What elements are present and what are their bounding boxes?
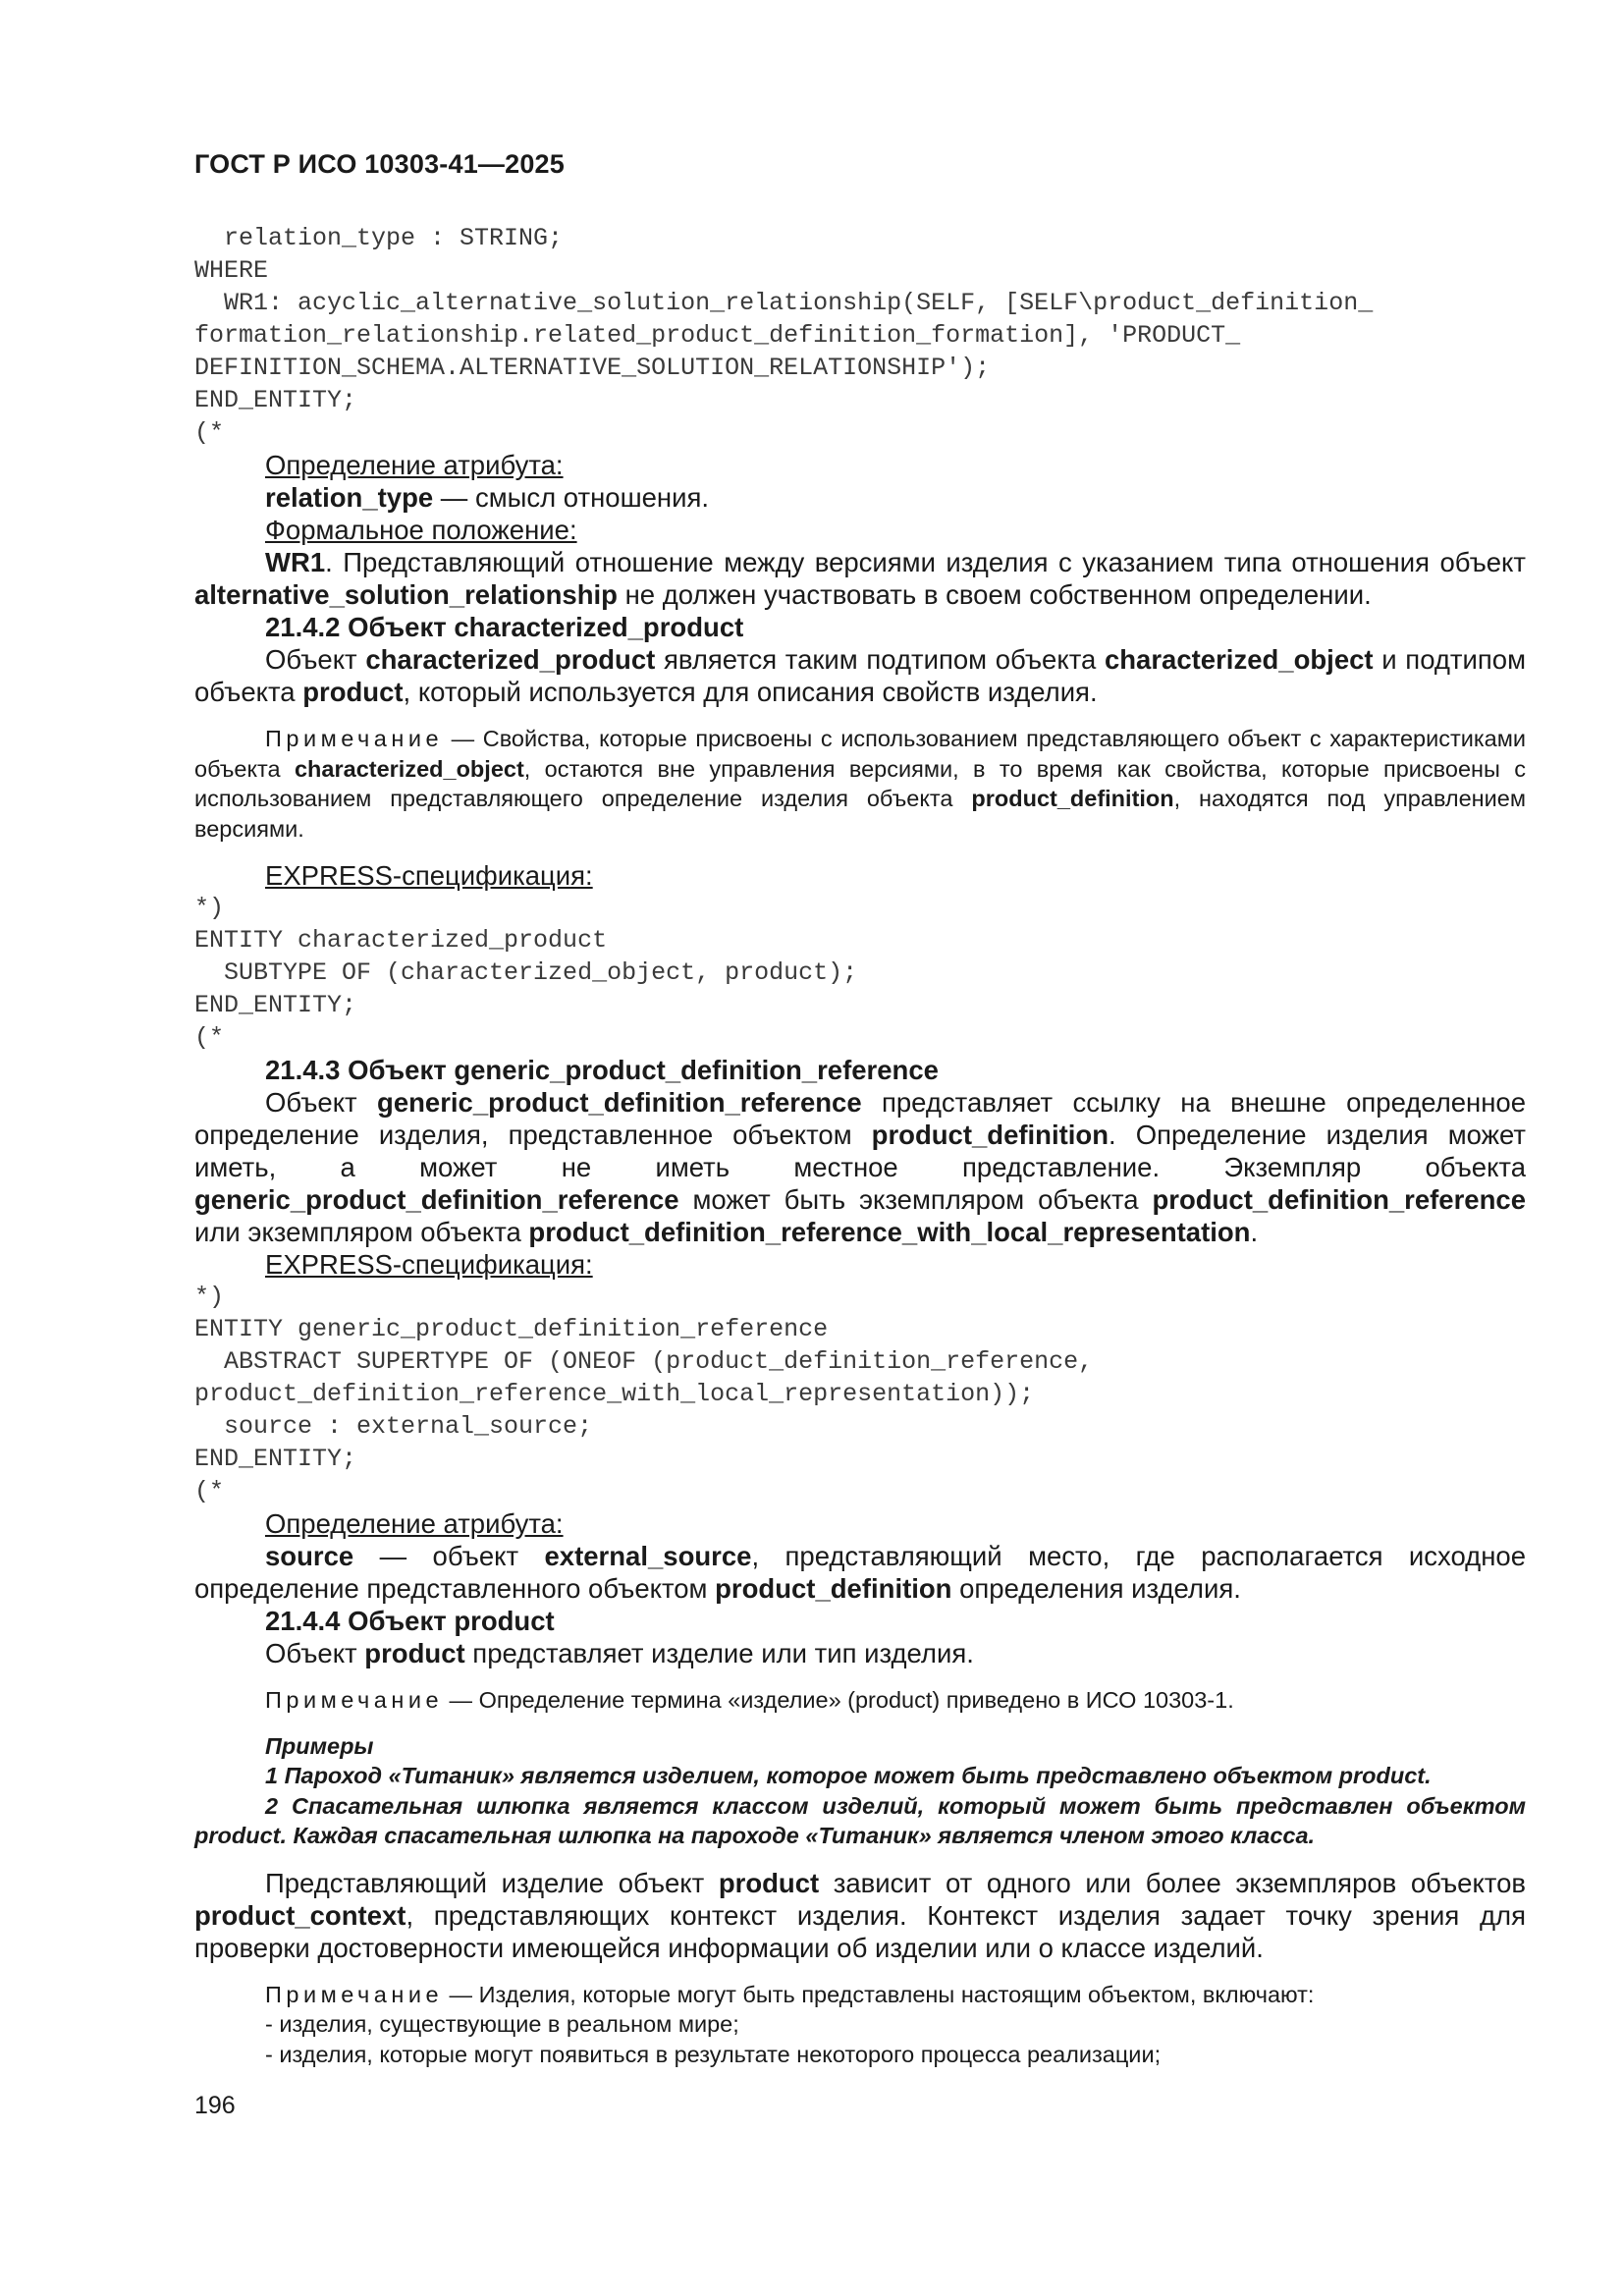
code-line: WR1: acyclic_alternative_solution_relationship(SELF, [SELF\product_definition_ xyxy=(194,289,1374,317)
code-line: END_ENTITY; xyxy=(194,1445,357,1473)
code-line: (* xyxy=(194,418,225,447)
note-list-item: - изделия, которые могут появиться в результате некоторого процесса реализации; xyxy=(265,2041,1162,2067)
code-line: END_ENTITY; xyxy=(194,991,357,1019)
code-line: ENTITY characterized_product xyxy=(194,926,608,955)
section-heading: 21.4.3 Объект generic_product_definition_reference xyxy=(265,1055,939,1085)
body-paragraph: Объект generic_product_definition_reference представляет ссылку на внешне определенное определение изделия, представленное объектом product_definition. Определение изделия может иметь, а может не иметь местное представление. Экземпляр объекта generic_product_definition_reference может быть экземпляром объекта product_definition_reference или экземпляром объекта product_definition_reference_with_local_representation. xyxy=(194,1087,1527,1247)
code-line: *) xyxy=(194,1283,225,1311)
express-code-block xyxy=(194,222,1526,449)
code-line: source : external_source; xyxy=(194,1412,593,1441)
page-number: 196 xyxy=(194,2092,236,2119)
attribute-definition-label: Определение атрибута: xyxy=(265,1508,564,1539)
code-line: ABSTRACT SUPERTYPE OF (ONEOF (product_definition_reference, xyxy=(194,1347,1094,1376)
rule-wr1-paragraph: WR1. Представляющий отношение между версиями изделия с указанием типа отношения объект alternative_solution_relationship не должен участвовать в своем собственном определении. xyxy=(194,547,1526,610)
code-line: formation_relationship.related_product_definition_formation], 'PRODUCT_ xyxy=(194,321,1241,350)
code-line: *) xyxy=(194,894,225,922)
body-paragraph: Объект product представляет изделие или тип изделия. xyxy=(265,1638,974,1668)
examples-label: Примеры xyxy=(265,1732,374,1759)
express-code-block xyxy=(194,892,1526,1054)
body-paragraph: Представляющий изделие объект product зависит от одного или более экземпляров объектов product_context, представляющих контекст изделия. Контекст изделия задает точку зрения для проверки достоверности имеющейся информации об изделии или о классе изделий. xyxy=(194,1867,1526,1963)
code-line: relation_type : STRING; xyxy=(194,224,564,252)
example-item: 2 Спасательная шлюпка является классом изделий, который может быть представлен объектом product. Каждая спасательная шлюпка на пароходе «Титаник» является членом этого класса. xyxy=(194,1792,1526,1848)
attribute-definition-label: Определение атрибута: xyxy=(265,450,564,480)
note-paragraph: Примечание — Определение термина «изделие» (product) приведено в ИСО 10303-1. xyxy=(265,1687,1234,1713)
section-heading: 21.4.4 Объект product xyxy=(265,1606,555,1636)
note-paragraph: Примечание — Свойства, которые присвоены с использованием представляющего объект с характеристиками объекта characterized_object, остаются вне управления версиями, в то время как свойства, которые присвоены с использованием представляющего определение изделия объекта product_definition, находятся под управлением версиями. xyxy=(194,726,1527,842)
code-line: DEFINITION_SCHEMA.ALTERNATIVE_SOLUTION_RELATIONSHIP'); xyxy=(194,354,991,382)
express-spec-label: EXPRESS-спецификация: xyxy=(265,860,593,891)
attribute-definition: relation_type — смысл отношения. xyxy=(265,482,710,513)
code-line: product_definition_reference_with_local_representation)); xyxy=(194,1380,1035,1408)
section-heading: 21.4.2 Объект characterized_product xyxy=(265,612,744,642)
code-line: ENTITY generic_product_definition_reference xyxy=(194,1315,829,1343)
page-header-title: ГОСТ Р ИСО 10303-41—2025 xyxy=(194,149,565,179)
example-item: 1 Пароход «Титаник» является изделием, которое может быть представлено объектом product. xyxy=(265,1763,1432,1788)
code-line: (* xyxy=(194,1477,225,1505)
page-body xyxy=(194,222,1526,2069)
note-list-item: - изделия, существующие в реальном мире; xyxy=(265,2011,739,2037)
express-spec-label: EXPRESS-спецификация: xyxy=(265,1249,593,1280)
code-line: END_ENTITY; xyxy=(194,386,357,414)
body-paragraph: Объект characterized_product является таким подтипом объекта characterized_object и подтипом объекта product, который используется для описания свойств изделия. xyxy=(194,644,1526,707)
code-line: WHERE xyxy=(194,256,269,285)
attribute-definition: source — объект external_source, представляющий место, где располагается исходное определение представленного объектом product_definition определения изделия. xyxy=(194,1541,1526,1604)
note-paragraph: Примечание — Изделия, которые могут быть представлены настоящим объектом, включают: xyxy=(265,1981,1315,2007)
code-line: (* xyxy=(194,1023,225,1052)
code-line: SUBTYPE OF (characterized_object, product); xyxy=(194,958,858,987)
express-code-block xyxy=(194,1281,1526,1507)
formal-proposition-label: Формальное положение: xyxy=(265,515,577,545)
